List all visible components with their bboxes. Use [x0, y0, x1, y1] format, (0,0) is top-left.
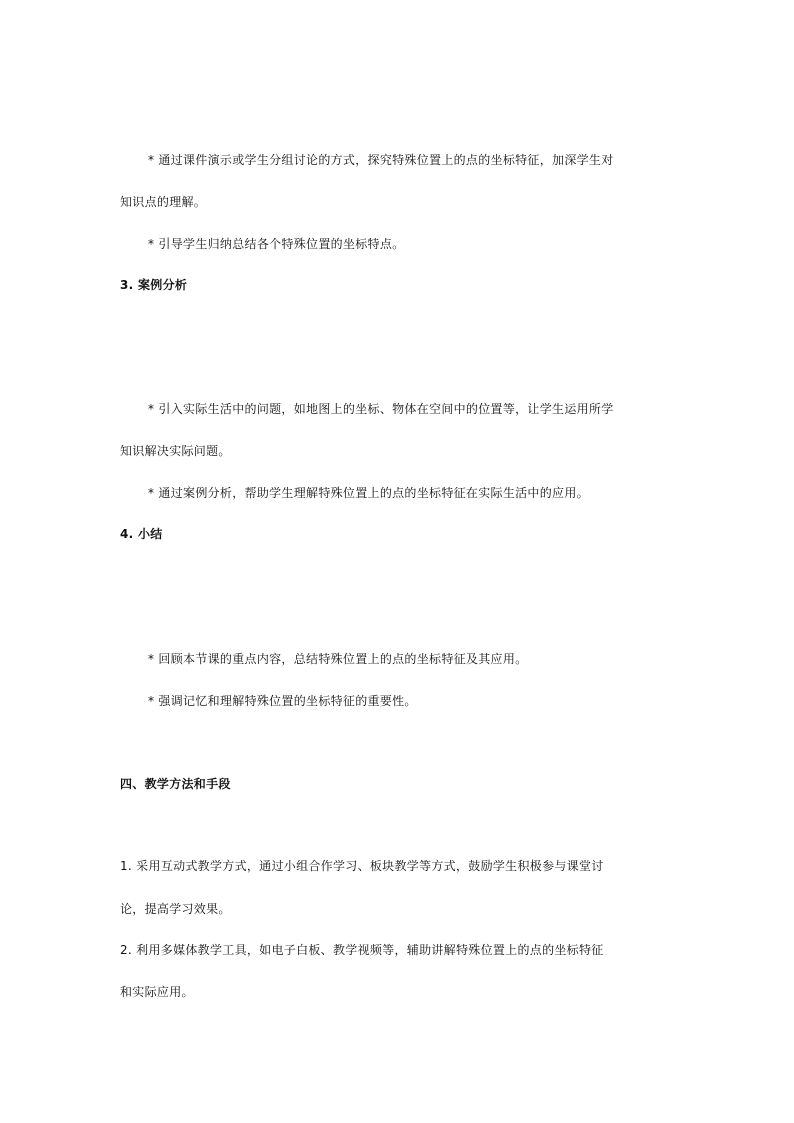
summarize-bullet: * 引导学生归纳总结各个特殊位置的坐标特点。	[148, 237, 405, 251]
case-analysis-heading: 3. 案例分析	[120, 278, 188, 292]
method-item-2-line1: 2. 利用多媒体教学工具，如电子白板、教学视频等，辅助讲解特殊位置上的点的坐标特征	[120, 943, 604, 957]
method-item-2-line2: 和实际应用。	[120, 985, 194, 999]
method-item-1-line1: 1. 采用互动式教学方式，通过小组合作学习、板块教学等方式，鼓励学生积极参与课堂讨	[120, 859, 604, 873]
method-item-1-line2: 论，提高学习效果。	[120, 902, 231, 916]
methods-heading: 四、教学方法和手段	[120, 777, 231, 791]
case-application-bullet: * 通过案例分析，帮助学生理解特殊位置上的点的坐标特征在实际生活中的应用。	[148, 486, 589, 500]
explore-bullet-line1: * 通过课件演示或学生分组讨论的方式，探究特殊位置上的点的坐标特征，加深学生对	[148, 153, 614, 167]
summary-heading: 4. 小结	[120, 527, 163, 541]
review-bullet: * 回顾本节课的重点内容，总结特殊位置上的点的坐标特征及其应用。	[148, 652, 528, 666]
real-life-bullet-line1: * 引入实际生活中的问题，如地图上的坐标、物体在空间中的位置等，让学生运用所学	[148, 402, 614, 416]
real-life-bullet-line2: 知识解决实际问题。	[120, 444, 231, 458]
explore-bullet-line2: 知识点的理解。	[120, 195, 207, 209]
emphasis-bullet: * 强调记忆和理解特殊位置的坐标特征的重要性。	[148, 694, 417, 708]
